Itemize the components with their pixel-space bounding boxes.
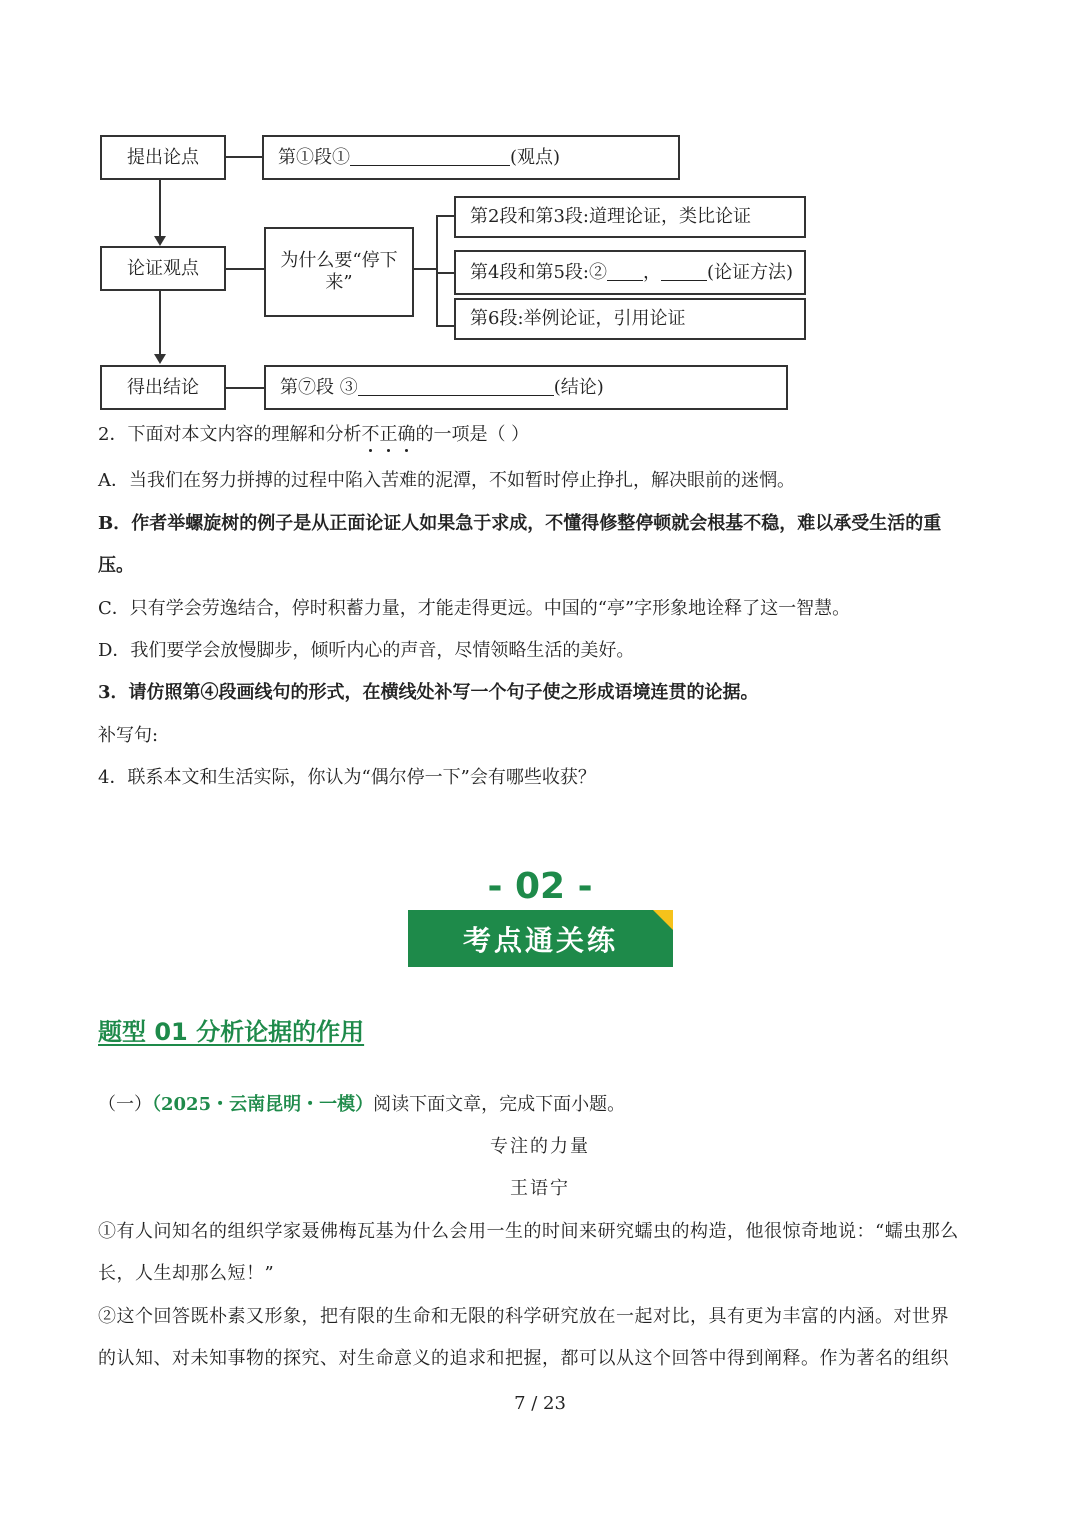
para45-label: 第4段和第5段:② xyxy=(470,261,607,283)
q4-stem: 4．联系本文和生活实际，你认为“偶尔停一下”会有哪些收获？ xyxy=(98,767,596,788)
box-para23-label: 第2段和第3段:道理论证，类比论证 xyxy=(470,206,751,228)
para7-label: 第⑦段 ③ xyxy=(280,376,358,398)
box-para23 xyxy=(454,196,806,238)
q3-stem: 3．请仿照第④段画线句的形式，在横线处补写一个句子使之形成语境连贯的论据。 xyxy=(98,682,759,703)
reading-intro-a: （一） xyxy=(98,1094,152,1115)
q2-stem xyxy=(98,420,529,446)
reading-intro-b: 阅读下面文章，完成下面小题。 xyxy=(373,1094,626,1115)
q2-option-b-cont: 压。 xyxy=(98,555,134,576)
box-para45 xyxy=(454,250,806,295)
q2-stem-a: 2．下面对本文内容的理解和分析 xyxy=(98,424,362,445)
box-conclusion xyxy=(100,365,226,410)
emphasis-char: 不 xyxy=(361,420,379,446)
q2-option-b: B．作者举螺旋树的例子是从正面论证人如果急于求成，不懂得修整停顿就会根基不稳，难以承受生活的重 xyxy=(98,513,942,534)
article-paragraph-1-cont: 长，人生却那么短！” xyxy=(98,1263,275,1284)
bracket-branch xyxy=(436,215,456,217)
banner-corner-decoration xyxy=(653,910,673,930)
section-banner xyxy=(408,910,673,967)
section-banner-title: 考点通关练 xyxy=(462,923,618,957)
method-label: (论证方法) xyxy=(706,261,794,283)
arrow-head xyxy=(154,236,166,246)
connector-line xyxy=(226,268,266,270)
reading-source: （2025・云南昆明・一模） xyxy=(152,1094,374,1115)
article-paragraph-1: ①有人问知名的组织学家聂佛梅瓦基为什么会用一生的时间来研究蠕虫的构造，他很惊奇地说：“蠕虫那么 xyxy=(98,1221,959,1242)
q2-option-d: D．我们要学会放慢脚步，倾听内心的声音，尽情领略生活的美好。 xyxy=(98,640,635,661)
q2-option-c: C．只有学会劳逸结合，停时积蓄力量，才能走得更远。中国的“亭”字形象地诠释了这一智慧。 xyxy=(98,598,851,619)
answer-blank-2a[interactable] xyxy=(607,264,643,281)
arrow-head xyxy=(154,354,166,364)
q2-option-a: A．当我们在努力拼搏的过程中陷入苦难的泥潭，不如暂时停止挣扎，解决眼前的迷惘。 xyxy=(98,470,795,491)
connector-line xyxy=(226,387,266,389)
section-number: - 02 - xyxy=(487,866,593,907)
viewpoint-label: (观点) xyxy=(510,146,561,168)
para1-label: 第①段① xyxy=(278,146,350,168)
question-type-title: 题型 01 分析论据的作用 xyxy=(98,1018,365,1046)
emphasis-char: 确 xyxy=(397,420,415,446)
arrow-line xyxy=(159,180,161,236)
box-propose-content xyxy=(262,135,680,180)
bracket-line xyxy=(436,215,438,327)
article-title: 专注的力量 xyxy=(490,1136,590,1157)
article-author: 王语宁 xyxy=(510,1178,570,1199)
article-paragraph-2: ②这个回答既朴素又形象，把有限的生命和无限的科学研究放在一起对比，具有更为丰富的内涵。对世界 xyxy=(98,1306,949,1327)
box-argue-thesis xyxy=(100,246,226,291)
conclusion-label: (结论) xyxy=(553,376,604,398)
connector-line xyxy=(226,156,264,158)
article-paragraph-2-cont: 的认知、对未知事物的探究、对生命意义的追求和把握，都可以从这个回答中得到阐释。作为著名的组织 xyxy=(98,1348,949,1369)
box-propose-thesis-label: 提出论点 xyxy=(127,146,199,168)
box-para6 xyxy=(454,298,806,340)
page-number: 7 / 23 xyxy=(514,1393,566,1414)
box-para6-label: 第6段:举例论证，引用论证 xyxy=(470,308,686,330)
answer-blank-3[interactable] xyxy=(358,379,554,396)
reading-intro xyxy=(98,1090,625,1116)
box-why-stop-label: 为什么要“停下来” xyxy=(280,250,398,293)
box-propose-thesis xyxy=(100,135,226,180)
box-conclusion-label: 得出结论 xyxy=(127,376,199,398)
connector-line xyxy=(414,268,438,270)
box-why-stop xyxy=(264,227,414,317)
bracket-branch xyxy=(436,272,456,274)
box-argue-thesis-label: 论证观点 xyxy=(127,257,199,279)
bracket-branch xyxy=(436,325,456,327)
box-conclusion-content xyxy=(264,365,788,410)
emphasis-char: 正 xyxy=(379,420,397,446)
answer-blank-2b[interactable] xyxy=(661,264,707,281)
q3-answer-label: 补写句: xyxy=(98,725,159,746)
arrow-line xyxy=(159,291,161,355)
para45-sep: ， xyxy=(642,261,661,283)
answer-blank-1[interactable] xyxy=(350,149,510,166)
q2-stem-b: 的一项是（ ） xyxy=(415,424,530,445)
